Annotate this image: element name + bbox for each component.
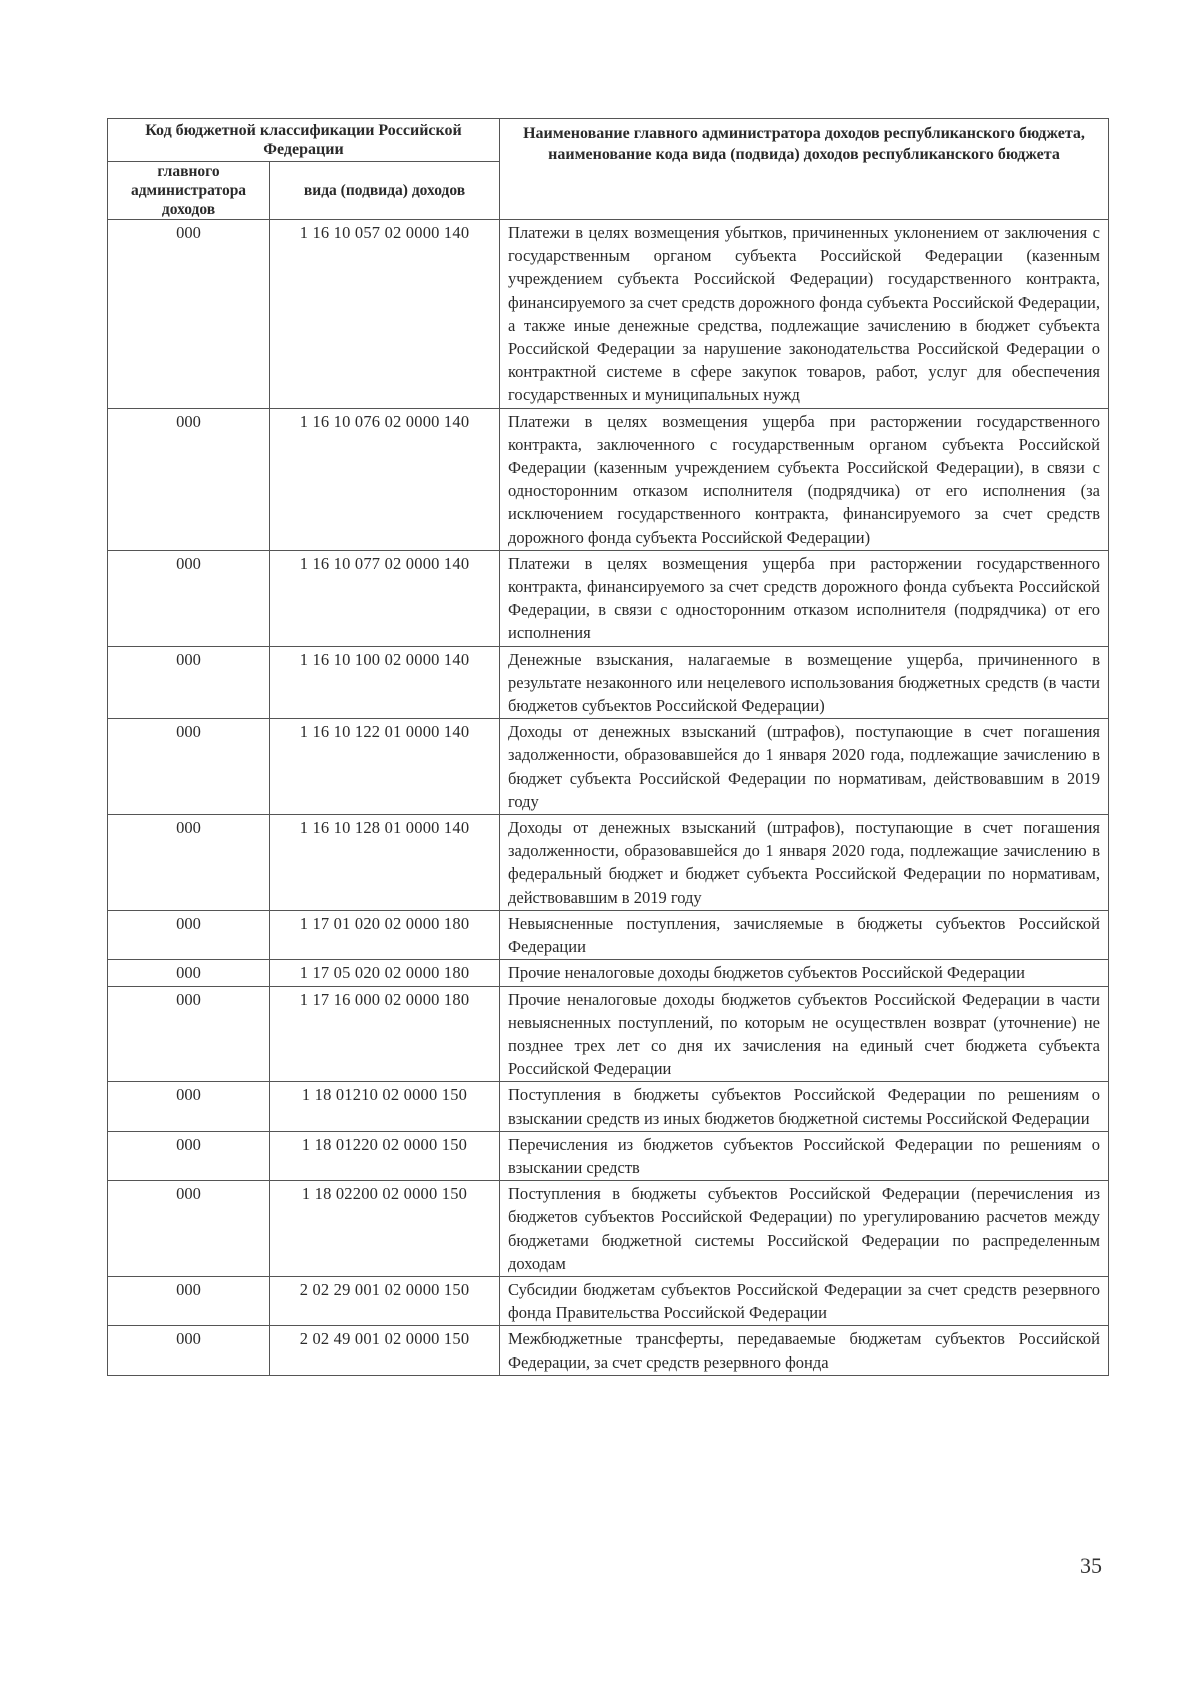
income-code-cell: 2 02 49 001 02 0000 150 bbox=[270, 1326, 500, 1375]
table-row bbox=[108, 646, 1109, 719]
admin-code-cell: 000 bbox=[108, 646, 270, 719]
income-code-cell: 1 16 10 077 02 0000 140 bbox=[270, 550, 500, 646]
admin-code-cell: 000 bbox=[108, 960, 270, 986]
admin-code-cell: 000 bbox=[108, 550, 270, 646]
income-code-cell: 1 18 01210 02 0000 150 bbox=[270, 1082, 500, 1131]
income-name-cell: Платежи в целях возмещения ущерба при расторжении государственного контракта, финансируемого за счет средств дорожного фонда субъекта Российской Федерации, в связи с односторонним отказом исполнителя (подрядчика) от его исполнения bbox=[500, 550, 1109, 646]
admin-code-cell: 000 bbox=[108, 1181, 270, 1277]
income-name-cell: Доходы от денежных взысканий (штрафов), поступающие в счет погашения задолженности, образовавшейся до 1 января 2020 года, подлежащие зачислению в бюджет субъекта Российской Федерации по нормативам, действовавшим в 2019 году bbox=[500, 719, 1109, 815]
header-name: Наименование главного администратора доходов республиканского бюджета, наименование кода вида (подвида) доходов республиканского бюджета bbox=[500, 119, 1109, 220]
income-name-cell: Прочие неналоговые доходы бюджетов субъектов Российской Федерации в части невыясненных поступлений, по которым не осуществлен возврат (уточнение) не позднее трех лет со дня их зачисления на единый счет бюджета субъекта Российской Федерации bbox=[500, 986, 1109, 1082]
table-row bbox=[108, 550, 1109, 646]
admin-code-cell: 000 bbox=[108, 910, 270, 959]
income-code-cell: 1 17 05 020 02 0000 180 bbox=[270, 960, 500, 986]
income-code-cell: 1 18 01220 02 0000 150 bbox=[270, 1131, 500, 1180]
income-name-cell: Поступления в бюджеты субъектов Российской Федерации по решениям о взыскании средств из иных бюджетов бюджетной системы Российской Федерации bbox=[500, 1082, 1109, 1131]
table-row bbox=[108, 960, 1109, 986]
table-row bbox=[108, 986, 1109, 1082]
admin-code-cell: 000 bbox=[108, 1082, 270, 1131]
income-name-cell: Платежи в целях возмещения ущерба при расторжении государственного контракта, заключенного с государственным органом субъекта Российской Федерации (казенным учреждением субъекта Российской Федерации), в связи с односторонним отказом исполнителя (подрядчика) от его исполнения (за исключением государственного контракта, финансируемого за счет средств дорожного фонда субъекта Российской Федерации) bbox=[500, 408, 1109, 550]
table-row bbox=[108, 815, 1109, 911]
income-name-cell: Невыясненные поступления, зачисляемые в бюджеты субъектов Российской Федерации bbox=[500, 910, 1109, 959]
admin-code-cell: 000 bbox=[108, 1326, 270, 1375]
table-row bbox=[108, 220, 1109, 409]
income-name-cell: Поступления в бюджеты субъектов Российской Федерации (перечисления из бюджетов субъектов Российской Федерации) по урегулированию расчетов между бюджетами бюджетной системы Российской Федерации по распределенным доходам bbox=[500, 1181, 1109, 1277]
table-row bbox=[108, 719, 1109, 815]
admin-code-cell: 000 bbox=[108, 1276, 270, 1325]
header-admin: главного администратора доходов bbox=[108, 162, 270, 220]
income-code-cell: 1 16 10 057 02 0000 140 bbox=[270, 220, 500, 409]
admin-code-cell: 000 bbox=[108, 719, 270, 815]
admin-code-cell: 000 bbox=[108, 1131, 270, 1180]
admin-code-cell: 000 bbox=[108, 220, 270, 409]
table-row bbox=[108, 1276, 1109, 1325]
admin-code-cell: 000 bbox=[108, 815, 270, 911]
table-row bbox=[108, 1181, 1109, 1277]
page-number: 35 bbox=[1080, 1553, 1102, 1578]
table-row bbox=[108, 1326, 1109, 1375]
income-code-cell: 1 16 10 100 02 0000 140 bbox=[270, 646, 500, 719]
income-code-cell: 1 16 10 076 02 0000 140 bbox=[270, 408, 500, 550]
table-row bbox=[108, 408, 1109, 550]
income-name-cell: Доходы от денежных взысканий (штрафов), поступающие в счет погашения задолженности, образовавшейся до 1 января 2020 года, подлежащие зачислению в федеральный бюджет и бюджет субъекта Российской Федерации по нормативам, действовавшим в 2019 году bbox=[500, 815, 1109, 911]
budget-classification-table bbox=[107, 118, 1109, 1376]
income-name-cell: Прочие неналоговые доходы бюджетов субъектов Российской Федерации bbox=[500, 960, 1109, 986]
income-name-cell: Денежные взыскания, налагаемые в возмещение ущерба, причиненного в результате незаконного или нецелевого использования бюджетных средств (в части бюджетов субъектов Российской Федерации) bbox=[500, 646, 1109, 719]
income-code-cell: 1 17 16 000 02 0000 180 bbox=[270, 986, 500, 1082]
income-code-cell: 1 16 10 122 01 0000 140 bbox=[270, 719, 500, 815]
admin-code-cell: 000 bbox=[108, 408, 270, 550]
income-code-cell: 1 18 02200 02 0000 150 bbox=[270, 1181, 500, 1277]
admin-code-cell: 000 bbox=[108, 986, 270, 1082]
income-code-cell: 1 17 01 020 02 0000 180 bbox=[270, 910, 500, 959]
income-code-cell: 2 02 29 001 02 0000 150 bbox=[270, 1276, 500, 1325]
income-name-cell: Субсидии бюджетам субъектов Российской Федерации за счет средств резервного фонда Правительства Российской Федерации bbox=[500, 1276, 1109, 1325]
income-name-cell: Межбюджетные трансферты, передаваемые бюджетам субъектов Российской Федерации, за счет средств резервного фонда bbox=[500, 1326, 1109, 1375]
income-name-cell: Платежи в целях возмещения убытков, причиненных уклонением от заключения с государственным органом субъекта Российской Федерации (казенным учреждением субъекта Российской Федерации) государственного контракта, финансируемого за счет средств дорожного фонда субъекта Российской Федерации, а также иные денежные средства, подлежащие зачислению в бюджет субъекта Российской Федерации за нарушение законодательства Российской Федерации о контрактной системе в сфере закупок товаров, работ, услуг для обеспечения государственных и муниципальных нужд bbox=[500, 220, 1109, 409]
table-header-row bbox=[108, 119, 1109, 162]
header-kind: вида (подвида) доходов bbox=[270, 162, 500, 220]
header-code-group: Код бюджетной классификации Российской Федерации bbox=[108, 119, 500, 162]
table-row bbox=[108, 1131, 1109, 1180]
document-page bbox=[107, 118, 1108, 1376]
income-code-cell: 1 16 10 128 01 0000 140 bbox=[270, 815, 500, 911]
table-row bbox=[108, 910, 1109, 959]
table-row bbox=[108, 1082, 1109, 1131]
income-name-cell: Перечисления из бюджетов субъектов Российской Федерации по решениям о взыскании средств bbox=[500, 1131, 1109, 1180]
